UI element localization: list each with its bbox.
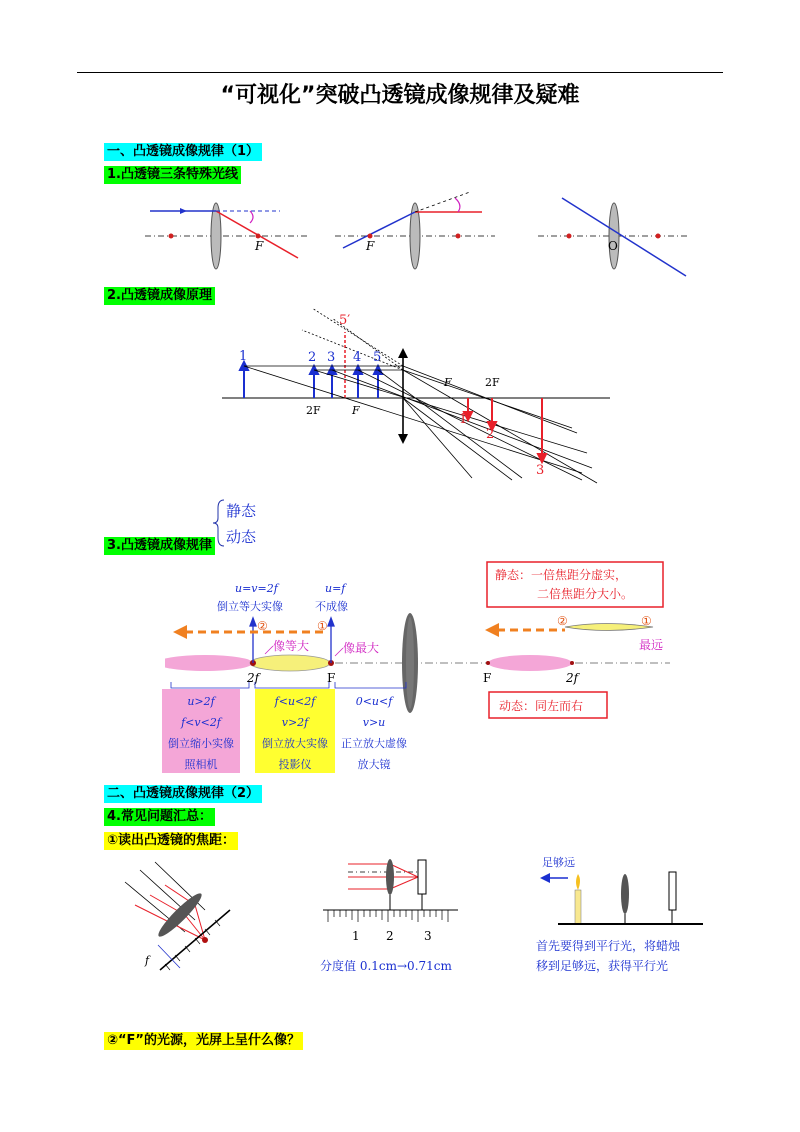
twoF-right-label: 2F — [485, 376, 500, 389]
subheading-imaging-rules: 3.凸透镜成像规律 — [104, 537, 215, 555]
focus-label-1: F — [255, 239, 264, 253]
equal-size-desc: 倒立等大实像 — [217, 600, 283, 613]
section-heading-2: 二、凸透镜成像规律（2） — [104, 785, 262, 803]
optical-center-label: O — [608, 239, 618, 253]
candle-caption-line2: 移到足够远，获得平行光 — [536, 959, 669, 973]
object-2-label: 2 — [308, 350, 317, 365]
col2-image-type: 倒立放大实像 — [262, 737, 328, 750]
col2-formula-v: v>2f — [281, 716, 309, 729]
marker-1-right: ① — [641, 614, 652, 628]
rule-column-2 — [255, 691, 335, 775]
rule-column-3 — [335, 691, 413, 775]
imaging-rules-diagram — [165, 560, 675, 775]
col3-application: 放大镜 — [357, 758, 391, 771]
col3-formula-v: v>u — [362, 716, 386, 729]
imaging-principle-diagram — [222, 308, 622, 488]
ruler-mark-3: 3 — [424, 929, 432, 943]
object-5-label: 5 — [373, 350, 382, 365]
largest-label: 像最大 — [343, 641, 380, 655]
no-image-formula: u=f — [325, 582, 346, 595]
section-heading-1: 一、凸透镜成像规律（1） — [104, 143, 262, 161]
equal-size-formula: u=v=2f — [235, 582, 278, 595]
object-3-label: 3 — [327, 350, 336, 365]
ray-diagram-parallel — [145, 203, 310, 269]
ruler-mark-2: 2 — [386, 929, 394, 943]
twoF-left-label: 2F — [306, 404, 321, 417]
subheading-special-rays: 1.凸透镜三条特殊光线 — [104, 166, 241, 184]
object-4-label: 4 — [353, 350, 362, 365]
ruler-diagram — [318, 852, 463, 977]
image-3-label: 3 — [536, 463, 545, 478]
marker-1-left: ① — [317, 619, 328, 633]
object-1-label: 1 — [239, 349, 248, 364]
image-2-label: 2 — [486, 427, 495, 442]
brace-dynamic-label: 动态 — [226, 528, 257, 546]
f-left-label: F — [327, 671, 336, 685]
question-focal-length: ①读出凸透镜的焦距： — [104, 832, 238, 850]
page-title: “可视化”突破凸透镜成像规律及疑难 — [220, 83, 580, 108]
special-rays-diagram — [130, 190, 710, 285]
top-rule — [77, 72, 723, 73]
candle-diagram — [528, 852, 708, 932]
f-right-label: F — [483, 671, 492, 685]
focus-right-label: F — [444, 376, 452, 389]
two-f-right-label: 2f — [566, 671, 579, 685]
object-5prime-label: 5′ — [339, 313, 351, 328]
focus-label-2: F — [366, 239, 375, 253]
col1-formula-v: f<v<2f — [181, 716, 221, 729]
ruler-mark-1: 1 — [352, 929, 360, 943]
col2-application: 投影仪 — [278, 758, 312, 771]
subheading-imaging-principle: 2.凸透镜成像原理 — [104, 287, 215, 305]
ray-diagram-focus — [335, 192, 495, 269]
image-1-label: 1 — [459, 412, 468, 427]
col1-image-type: 倒立缩小实像 — [168, 737, 234, 750]
focal-f-label: f — [145, 954, 150, 967]
col1-formula-u: u>2f — [187, 695, 215, 708]
two-f-label: 2f — [247, 671, 260, 685]
sun-focus-diagram — [120, 860, 240, 980]
marker-2-right: ② — [557, 614, 568, 628]
subheading-common-questions: 4.常见问题汇总： — [104, 808, 215, 826]
candle-caption — [536, 936, 680, 976]
static-rule-line2: 二倍焦距分大小。 — [537, 587, 634, 601]
col3-formula-u: 0<u<f — [355, 695, 393, 708]
brace-static-label: 静态 — [226, 502, 257, 520]
candle-caption-line1: 首先要得到平行光，将蜡烛 — [536, 939, 681, 953]
no-image-desc: 不成像 — [315, 600, 348, 613]
ray-diagram-optical-center — [538, 198, 690, 276]
marker-2-left: ② — [257, 619, 268, 633]
col2-formula-u: f<u<2f — [274, 695, 316, 708]
col3-image-type: 正立放大虚像 — [341, 737, 407, 750]
focus-left-label: F — [352, 404, 360, 417]
static-rule-line1: 静态：一倍焦距分虚实， — [495, 568, 628, 582]
farthest-label: 最远 — [639, 638, 664, 652]
rule-column-1 — [162, 691, 240, 775]
ruler-caption: 分度值 0.1cm→0.71cm — [320, 959, 452, 973]
dynamic-rule: 动态：同左而右 — [499, 699, 584, 713]
same-size-label: 像等大 — [273, 639, 310, 653]
col1-application: 照相机 — [184, 758, 218, 771]
far-enough-label: 足够远 — [542, 856, 575, 869]
question-f-light-source: ②“F”的光源，光屏上呈什么像？ — [104, 1032, 303, 1050]
